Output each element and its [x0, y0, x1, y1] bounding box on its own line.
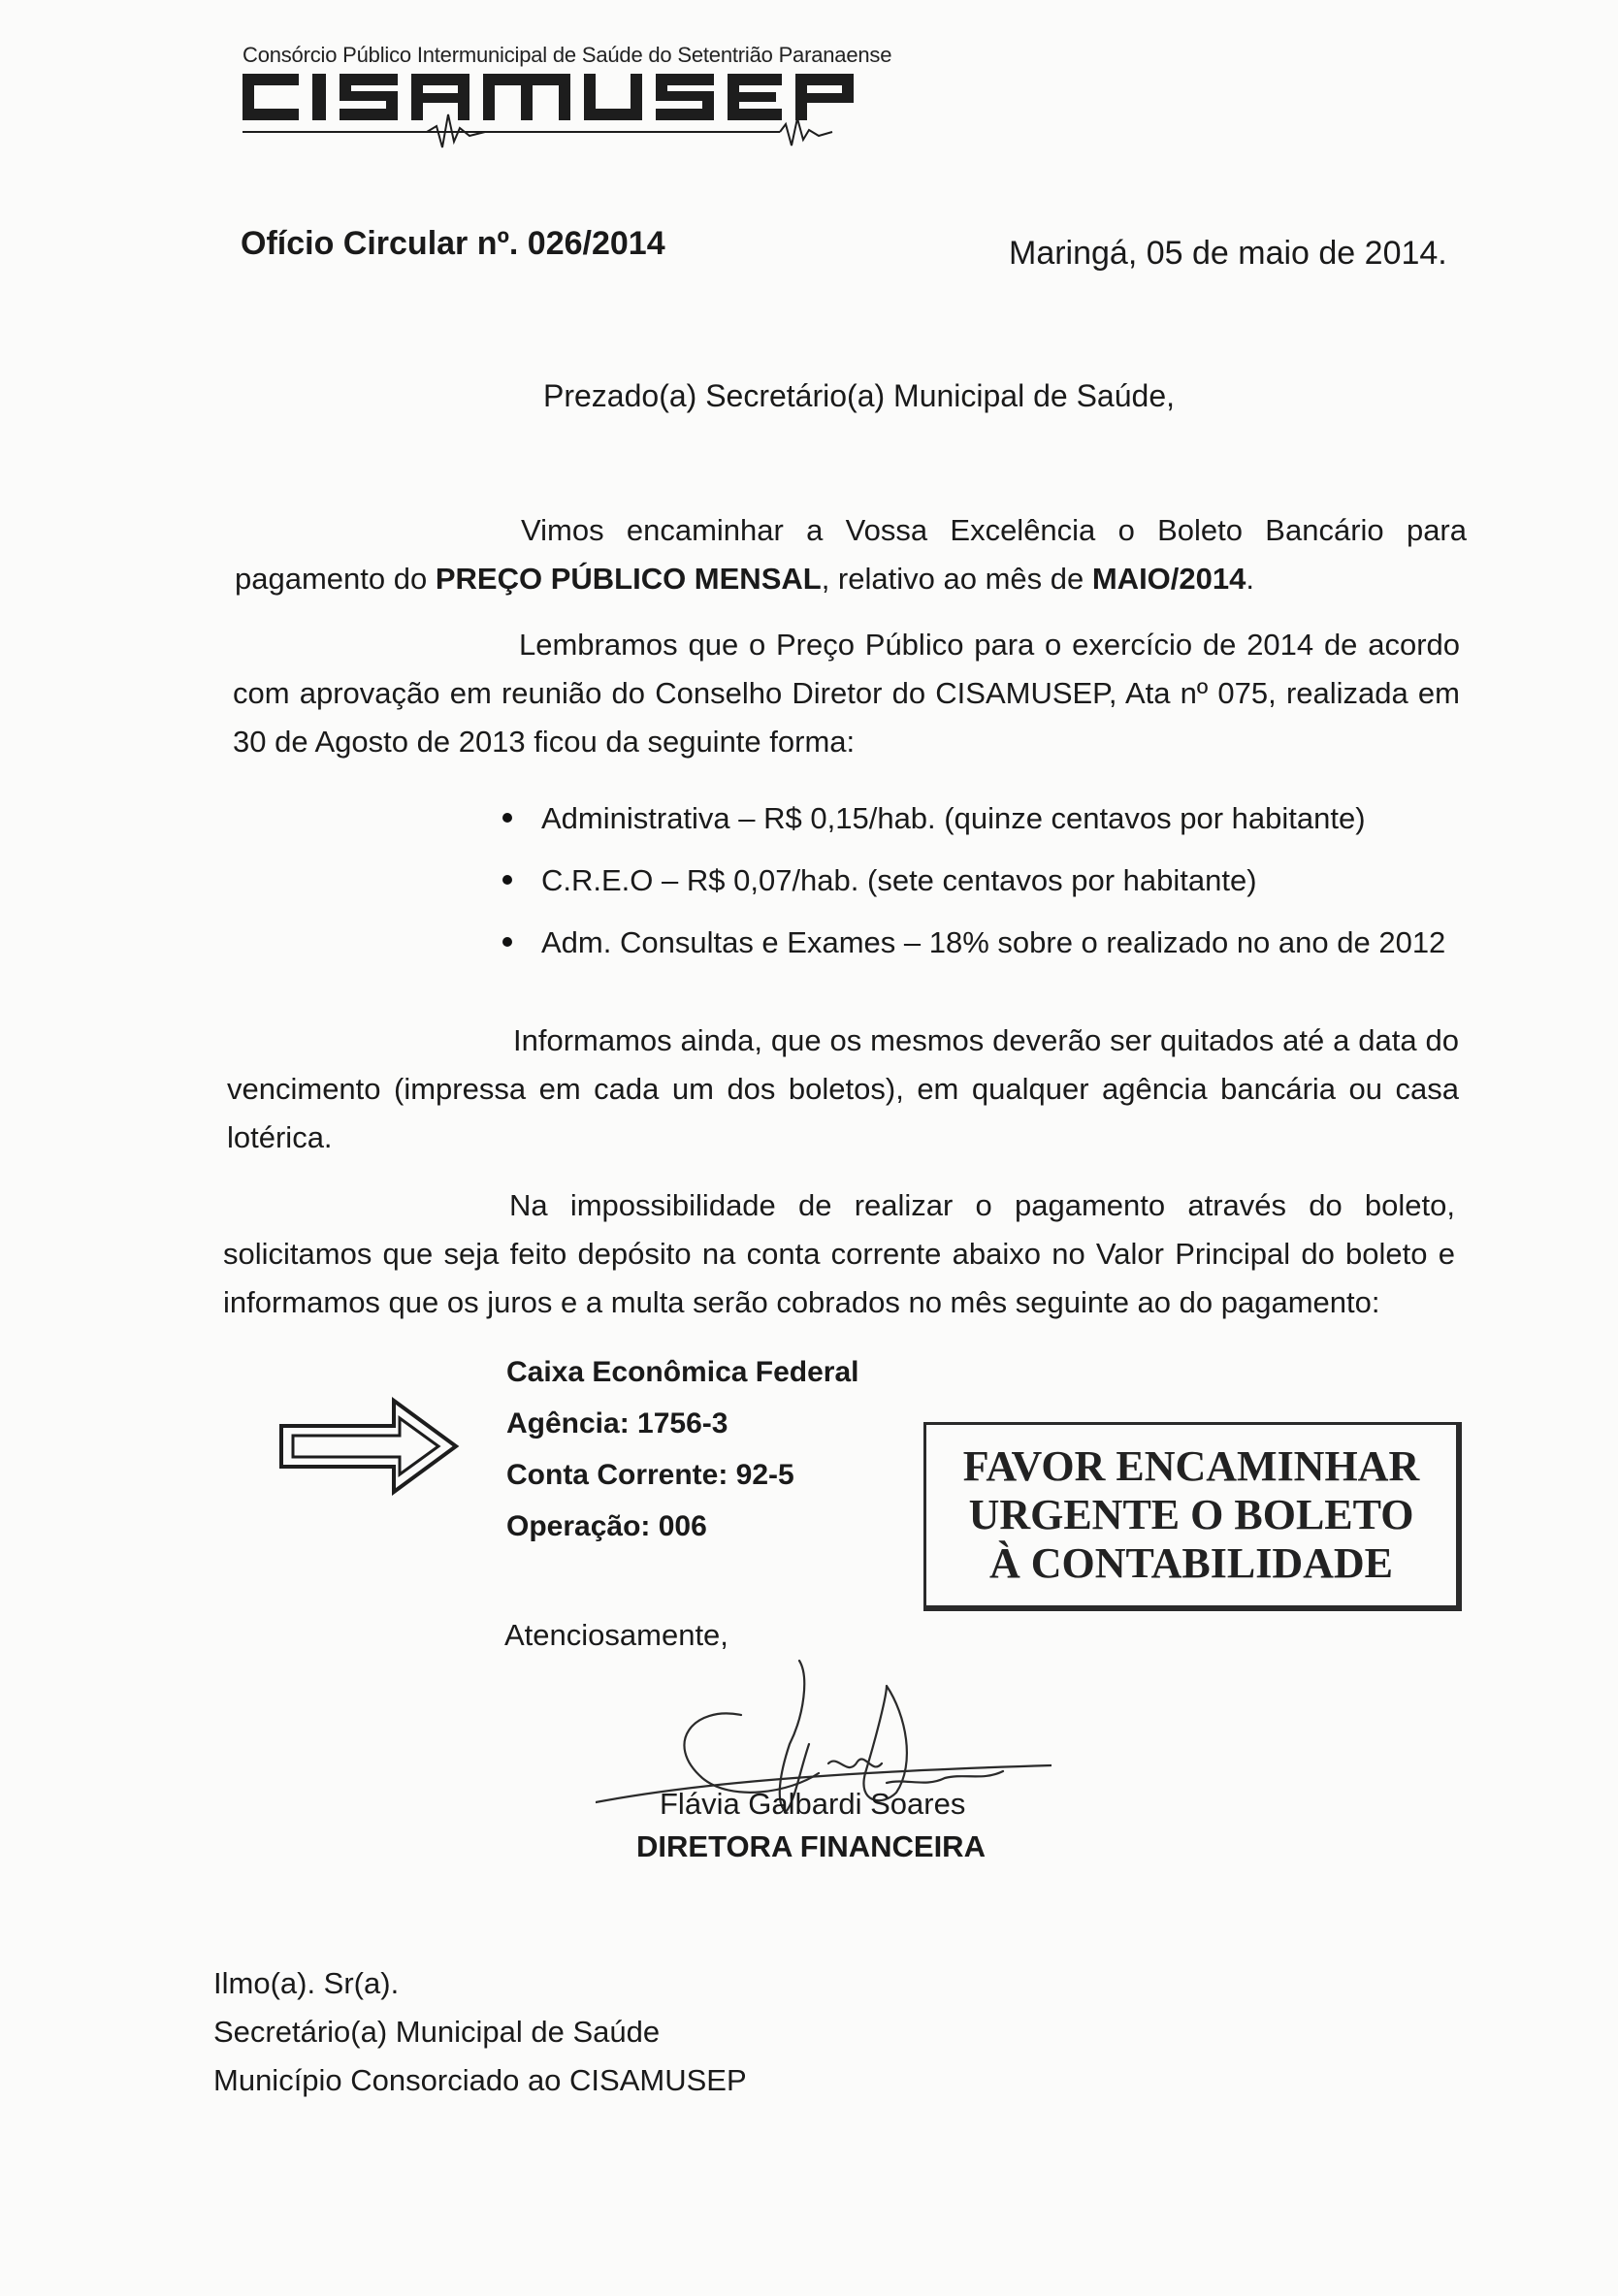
list-item [502, 801, 1445, 863]
closing: Atenciosamente, [504, 1618, 728, 1652]
bank-operation: Operação: 006 [506, 1510, 707, 1542]
paragraph-1-end: . [1246, 562, 1254, 596]
price-list [502, 801, 1445, 987]
paragraph-1-intro: Vimos encaminhar a Vossa Excelência o Boleto Bancário para pagamento do [235, 513, 1467, 596]
bank-account: Conta Corrente: 92-5 [506, 1459, 794, 1491]
paragraph-1 [235, 506, 1467, 603]
stamp-line-2: URGENTE O BOLETO [968, 1491, 1414, 1538]
bullet-icon [502, 937, 512, 947]
paragraph-4 [223, 1181, 1455, 1327]
stamp-line-1: FAVOR ENCAMINHAR [962, 1442, 1420, 1490]
paragraph-1-bold-month: MAIO/2014 [1091, 562, 1246, 596]
bullet-icon [502, 813, 512, 823]
paragraph-1-bold-price: PREÇO PÚBLICO MENSAL [435, 562, 822, 596]
list-item-text: C.R.E.O – R$ 0,07/hab. (sete centavos por habitante) [541, 863, 1257, 897]
addressee-line-2: Secretário(a) Municipal de Saúde [213, 2015, 661, 2049]
paragraph-4-text: Na impossibilidade de realizar o pagamento através do boleto, solicitamos que seja feito depósito na conta corrente abaixo no Valor Principal do boleto e informamos que os juros e a multa serão cobrados no mês seguinte ao do pagamento: [223, 1188, 1455, 1319]
document-date: Maringá, 05 de maio de 2014. [1009, 235, 1447, 272]
paragraph-3 [227, 1017, 1459, 1162]
paragraph-3-text: Informamos ainda, que os mesmos deverão ser quitados até a data do vencimento (impressa em cada um dos boletos), em qualquer agência bancária ou casa lotérica. [227, 1023, 1459, 1154]
paragraph-1-middle: , relativo ao mês de [821, 562, 1084, 596]
signatory-name: Flávia Galbardi Soares [660, 1787, 966, 1821]
list-item [502, 925, 1445, 987]
stamp-line-3: À CONTABILIDADE [988, 1539, 1394, 1587]
signatory-title: DIRETORA FINANCEIRA [636, 1829, 986, 1863]
addressee-block [213, 1959, 747, 2105]
salutation: Prezado(a) Secretário(a) Municipal de Saúde, [543, 378, 1175, 413]
urgent-stamp [923, 1422, 1462, 1611]
office-number: Ofício Circular nº. 026/2014 [241, 225, 665, 262]
letterhead-subtitle: Consórcio Público Intermunicipal de Saúde do Setentrião Paranaense [243, 43, 892, 67]
list-item-text: Administrativa – R$ 0,15/hab. (quinze centavos por habitante) [541, 801, 1366, 835]
addressee-line-3: Município Consorciado ao CISAMUSEP [213, 2063, 747, 2097]
cisamusep-logo [237, 68, 867, 165]
list-item-text: Adm. Consultas e Exames – 18% sobre o realizado no ano de 2012 [541, 925, 1446, 959]
paragraph-2-text: Lembramos que o Preço Público para o exercício de 2014 de acordo com aprovação em reunião do Conselho Diretor do CISAMUSEP, Ata nº 075, realizada em 30 de Agosto de 2013 ficou da seguinte forma: [233, 628, 1460, 759]
bank-details [506, 1346, 859, 1552]
right-arrow-icon [279, 1397, 460, 1496]
bank-agency: Agência: 1756-3 [506, 1407, 728, 1439]
bullet-icon [502, 875, 512, 885]
list-item [502, 863, 1445, 925]
bank-name: Caixa Econômica Federal [506, 1356, 859, 1388]
paragraph-2 [233, 621, 1460, 766]
addressee-line-1: Ilmo(a). Sr(a). [213, 1966, 400, 2000]
